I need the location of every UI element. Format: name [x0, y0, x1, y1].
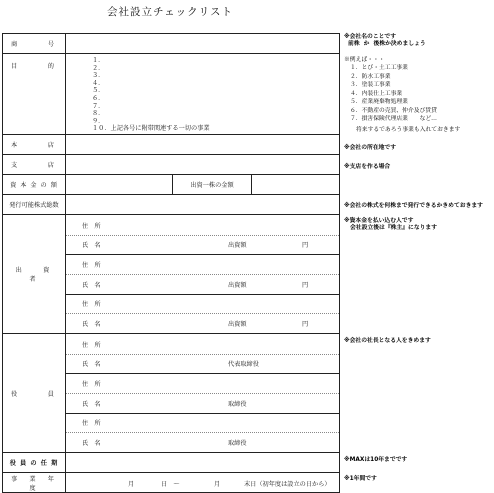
- field-shiten[interactable]: [66, 155, 340, 175]
- address-row[interactable]: [66, 413, 339, 434]
- name-label: 氏 名: [82, 440, 101, 448]
- name-label: 氏 名: [82, 400, 101, 408]
- name-label: 氏 名: [82, 281, 101, 289]
- purpose-item: ８．: [92, 110, 105, 118]
- name-row[interactable]: [66, 354, 339, 375]
- note-honten: ※会社の所在地です: [344, 145, 397, 151]
- field-nendo[interactable]: [66, 473, 340, 493]
- purpose-item: ６．: [92, 94, 105, 102]
- note-shogo: ※会社名のことです 前株 か 後株か決めましょう: [344, 34, 426, 47]
- investors-block: [66, 215, 340, 334]
- amount-label: 出資額: [228, 242, 247, 250]
- note-shiten: ※支店を作る場合: [344, 164, 391, 170]
- page-title: 会社設立チェックリスト: [107, 6, 233, 18]
- label-shogo: 商 号: [3, 34, 66, 54]
- field-ninki[interactable]: [66, 453, 340, 473]
- note-mokuteki-item: ３．塗装工事業: [350, 82, 391, 88]
- name-row[interactable]: [66, 432, 339, 452]
- address-label: 住 所: [82, 222, 101, 230]
- address-row[interactable]: [66, 373, 339, 394]
- name-row[interactable]: [66, 235, 339, 256]
- name-row[interactable]: [66, 313, 339, 333]
- address-row[interactable]: [66, 334, 339, 355]
- note-ninki: ※MAXは10年までです: [344, 457, 408, 463]
- note-mokuteki-item: ５．産業廃棄物処理業: [350, 99, 408, 105]
- purpose-item: ９．: [92, 117, 105, 125]
- fy-month2: 月: [214, 480, 221, 488]
- yen-label: 円: [302, 281, 309, 289]
- checklist-table: [2, 33, 340, 493]
- fy-end: 末日（初年度は設立の日から）: [244, 480, 331, 488]
- purpose-item: ４．: [92, 79, 105, 87]
- field-shusshi-kin[interactable]: [252, 175, 340, 195]
- label-shiten: 支 店: [3, 155, 66, 175]
- field-hakkou[interactable]: [66, 195, 340, 215]
- purpose-item: １０．上記各号に附帯関連する一切の事業: [92, 125, 210, 133]
- address-row[interactable]: [66, 254, 339, 275]
- purpose-item: ７．: [92, 102, 105, 110]
- address-row[interactable]: [66, 215, 339, 236]
- name-row[interactable]: [66, 393, 339, 414]
- field-shogo[interactable]: [66, 34, 340, 54]
- yen-label: 円: [302, 321, 309, 329]
- yen-label: 円: [302, 242, 309, 250]
- label-shusshi-kin: 出資一株の金額: [173, 175, 252, 195]
- director-label: 取締役: [228, 440, 247, 448]
- purpose-item: １．: [92, 57, 105, 64]
- label-yakuin: 役 員: [3, 334, 66, 453]
- name-label: 氏 名: [82, 361, 101, 369]
- label-ninki: 役 員 の 任 期: [3, 453, 66, 473]
- address-label: 住 所: [82, 262, 101, 270]
- note-mokuteki-list: [350, 64, 437, 124]
- address-row[interactable]: [66, 294, 339, 315]
- note-yakuin: ※会社の社長となる人をきめます: [344, 338, 431, 344]
- field-mokuteki[interactable]: [66, 54, 340, 135]
- note-mokuteki-item: ７．損害保険代理店業 など…: [350, 116, 437, 122]
- purpose-item: ２．: [92, 64, 105, 72]
- officers-block: [66, 334, 340, 453]
- label-hakkou: 発行可能株式総数: [3, 195, 66, 215]
- note-mokuteki-tail: 将来するであろう事業も入れておきます: [356, 127, 461, 133]
- note-nendo: ※1年間です: [344, 476, 377, 482]
- amount-label: 出資額: [228, 321, 247, 329]
- director-label: 取締役: [228, 400, 247, 408]
- name-label: 氏 名: [82, 321, 101, 329]
- note-mokuteki-item: ６．不動産の売買、仲介及び賃貸: [350, 107, 437, 114]
- field-honten[interactable]: [66, 135, 340, 155]
- note-hakkou: ※会社の株式を何株まで発行できるかきめておきます: [344, 203, 483, 209]
- address-label: 住 所: [82, 381, 101, 389]
- fy-month1: 月: [128, 480, 135, 488]
- purpose-item: ３．: [92, 72, 105, 80]
- rep-director-label: 代表取締役: [228, 361, 259, 369]
- note-mokuteki-item: ４．内装仕上工事業: [350, 90, 403, 97]
- address-label: 住 所: [82, 341, 101, 349]
- note-mokuteki-item: １．とび・土工工事業: [350, 65, 408, 71]
- purpose-list: [66, 54, 339, 133]
- address-label: 住 所: [82, 420, 101, 428]
- address-label: 住 所: [82, 301, 101, 309]
- field-shihonkin[interactable]: [66, 175, 173, 195]
- note-mokuteki-item: ２．防水工事業: [350, 73, 391, 80]
- label-honten: 本 店: [3, 135, 66, 155]
- note-mokuteki-head: ※例えば・・・: [344, 57, 385, 63]
- label-shusshisha: 出 資 者: [3, 215, 66, 334]
- name-row[interactable]: [66, 274, 339, 295]
- amount-label: 出資額: [228, 281, 247, 289]
- label-mokuteki: 目 的: [3, 54, 66, 135]
- purpose-item: ５．: [92, 87, 105, 95]
- note-shusshisha: ※資本金を払い込む人です 会社設立後は『株主』になります: [344, 218, 438, 231]
- label-shihonkin: 資 本 金 の 額: [3, 175, 66, 195]
- fy-day1: 日 ～: [161, 480, 180, 488]
- label-nendo: 事 業 年 度: [3, 473, 66, 493]
- name-label: 氏 名: [82, 242, 101, 250]
